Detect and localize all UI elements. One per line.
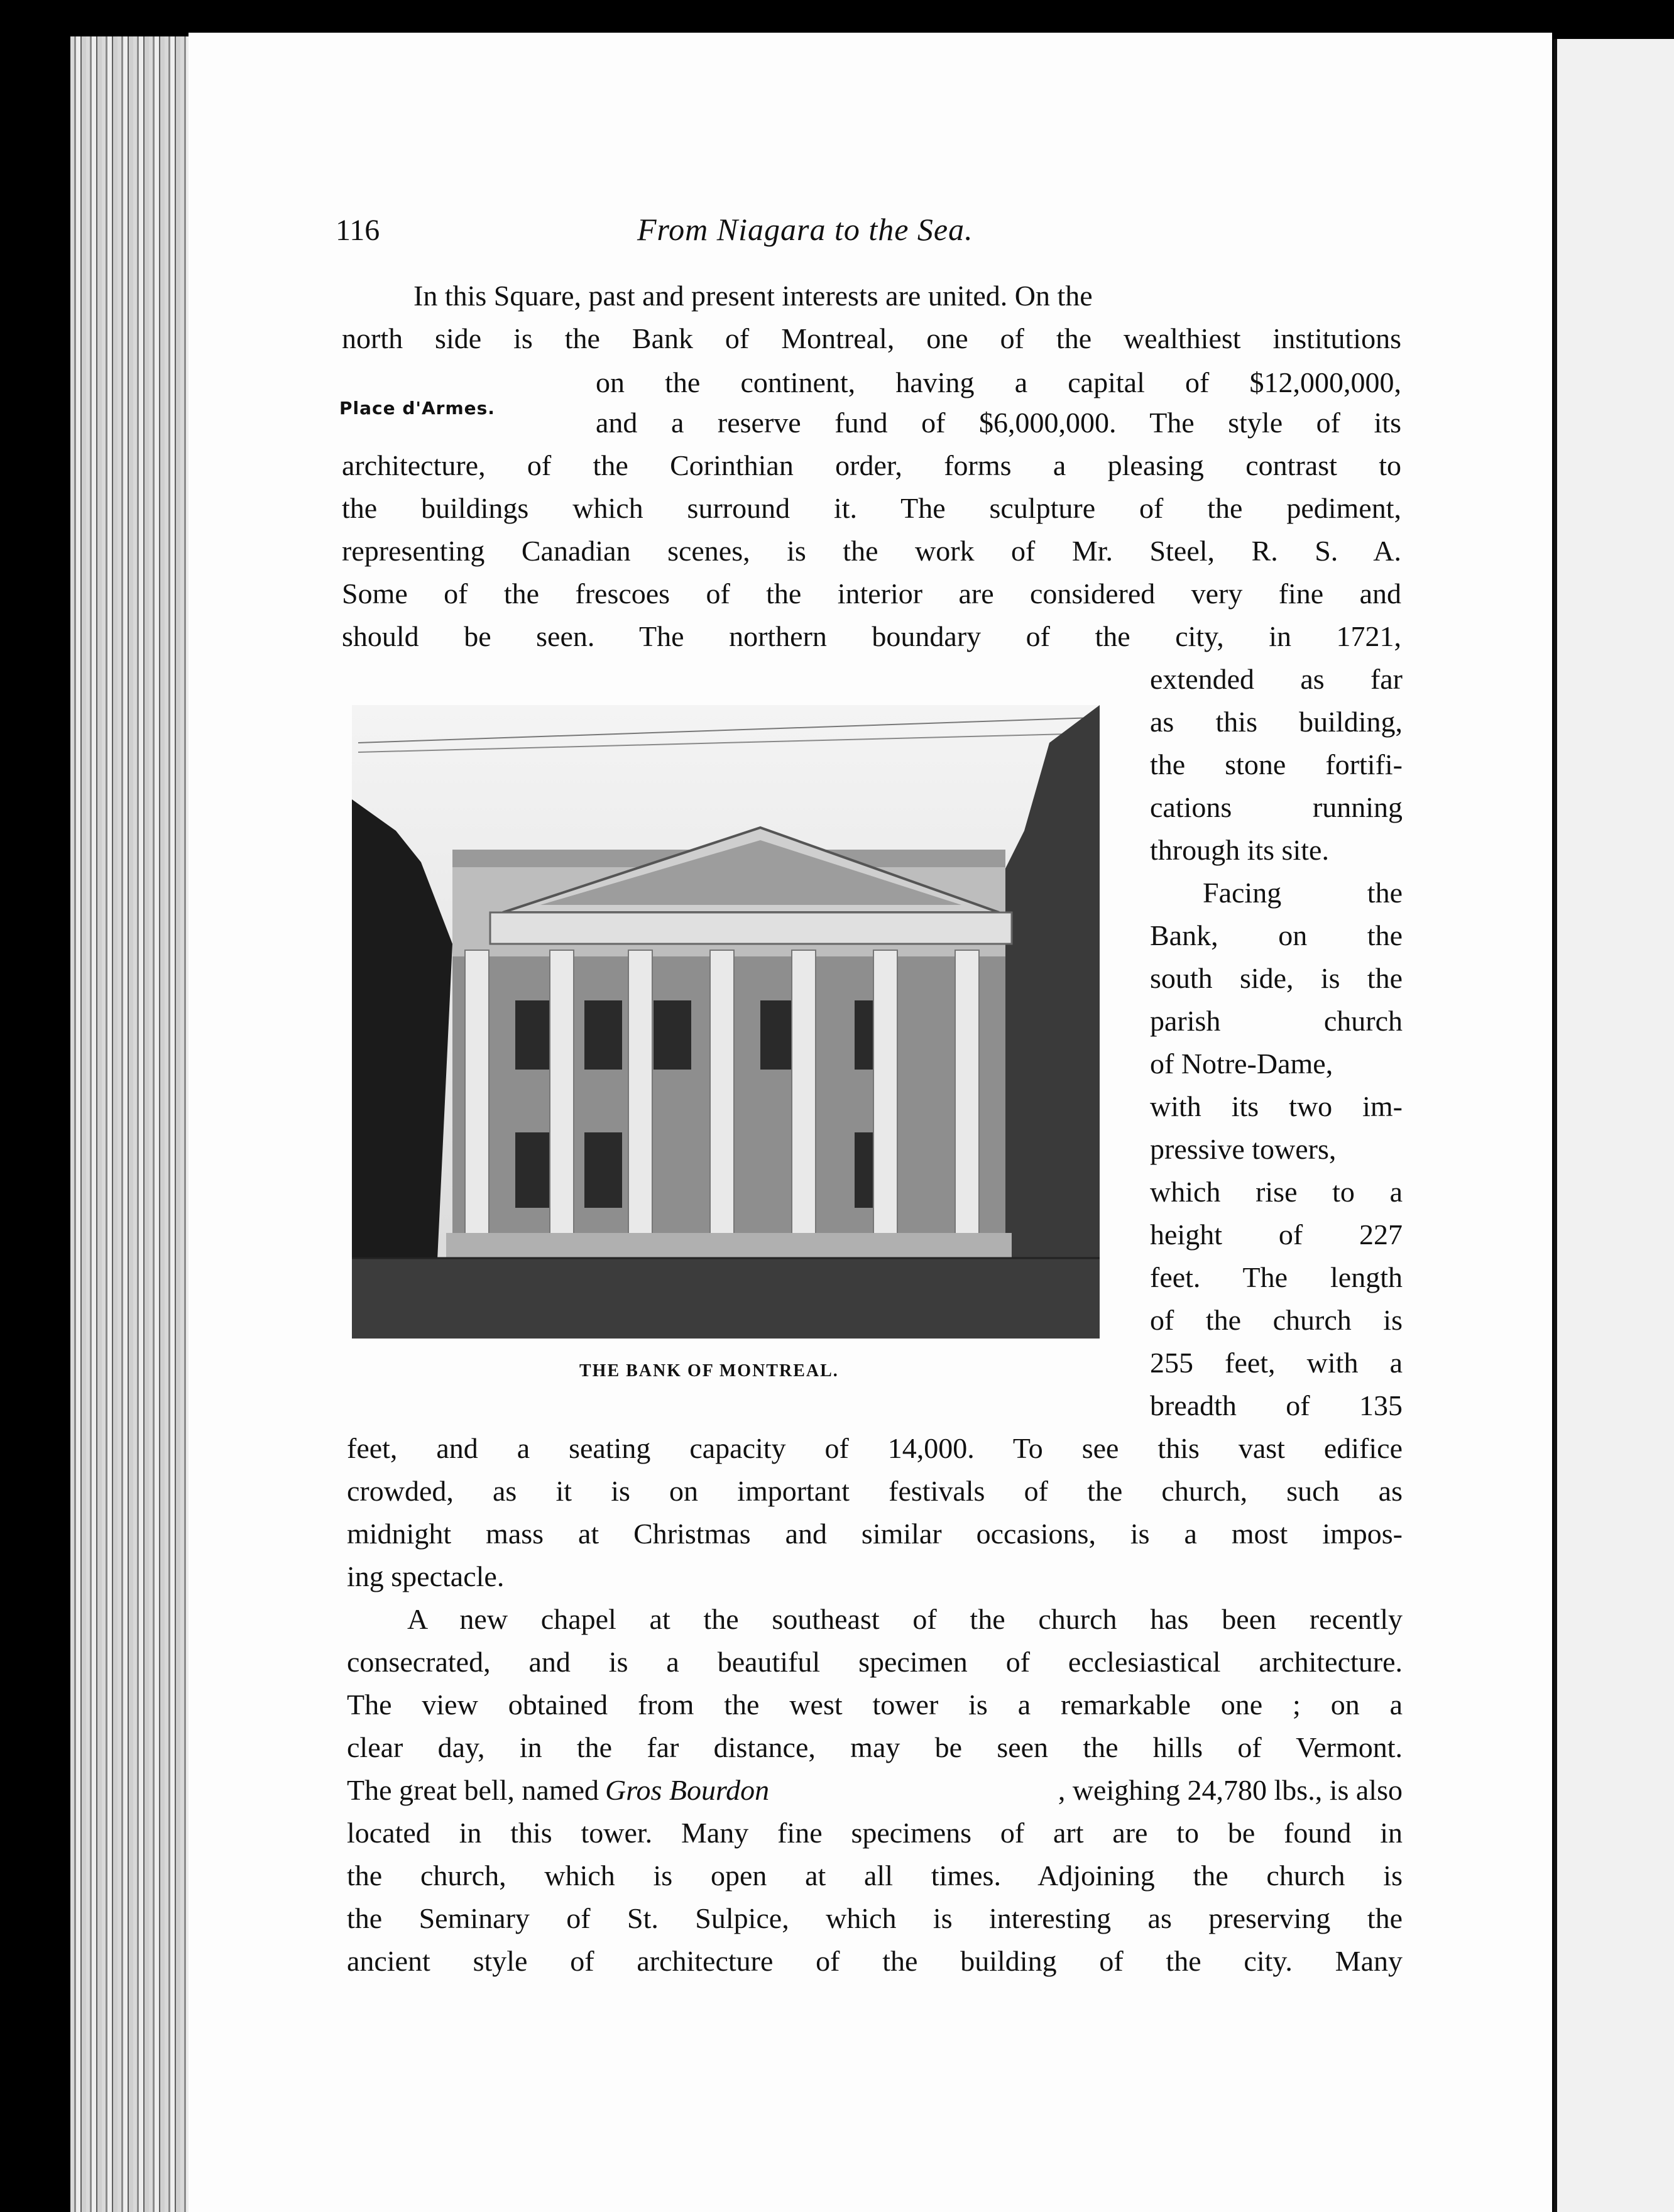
text-line: The view obtained from the west tower is a remarkable one ; on a	[347, 1689, 1403, 1721]
text-line: the buildings which surround it. The sculpture of the pediment,	[342, 492, 1401, 524]
text-run: , weighing 24,780 lbs., is also	[1058, 1774, 1403, 1806]
text-line: through its site.	[1150, 834, 1329, 866]
text-line: north side is the Bank of Montreal, one of the wealthiest institutions	[342, 322, 1401, 354]
text-line: Facing the	[1203, 877, 1403, 909]
text-line: of Notre-Dame,	[1150, 1048, 1333, 1080]
text-line: and a reserve fund of $6,000,000. The style of its	[596, 407, 1401, 439]
text-line: on the continent, having a capital of $12,000,000,	[596, 366, 1401, 398]
text-line: height of 227	[1150, 1218, 1403, 1251]
page-number: 116	[336, 214, 380, 247]
text-line: Some of the frescoes of the interior are considered very fine and	[342, 578, 1401, 610]
bank-of-montreal-photo	[352, 705, 1100, 1339]
stacked-page-edges	[70, 36, 190, 2212]
text-line: extended as far	[1150, 663, 1403, 695]
text-line: 255 feet, with a	[1150, 1347, 1403, 1379]
street	[352, 1258, 1100, 1339]
text-line	[347, 1776, 1403, 1805]
text-line: representing Canadian scenes, is the work of Mr. Steel, R. S. A.	[342, 535, 1401, 567]
text-line: A new chapel at the southeast of the church has been recently	[407, 1603, 1403, 1635]
text-line: ing spectacle.	[347, 1560, 505, 1592]
bell-name: Gros Bourdon	[605, 1774, 770, 1806]
text-line: with its two im-	[1150, 1090, 1403, 1122]
text-line: Bank, on the	[1150, 919, 1403, 951]
text-line: which rise to a	[1150, 1176, 1403, 1208]
text-line: midnight mass at Christmas and similar occasions, is a most impos-	[347, 1518, 1403, 1550]
running-head: From Niagara to the Sea.	[637, 212, 973, 247]
text-line: feet, and a seating capacity of 14,000. To see this vast edifice	[347, 1432, 1403, 1464]
bank-facade-illustration	[352, 705, 1100, 1339]
text-line: ancient style of architecture of the building of the city. Many	[347, 1945, 1403, 1977]
margin-note: Place d'Armes.	[339, 398, 495, 419]
text-line: parish church	[1150, 1005, 1403, 1037]
text-line: feet. The length	[1150, 1261, 1403, 1293]
text-line: In this Square, past and present interests are united. On the	[413, 280, 1093, 312]
entablature	[490, 912, 1012, 944]
steps	[446, 1233, 1012, 1258]
text-line: south side, is the	[1150, 962, 1403, 994]
text-line: located in this tower. Many fine specimens of art are to be found in	[347, 1817, 1403, 1849]
text-line: architecture, of the Corinthian order, forms a pleasing contrast to	[342, 449, 1401, 481]
text-line: pressive towers,	[1150, 1133, 1337, 1165]
text-run: The great bell, named	[347, 1774, 599, 1806]
text-line: clear day, in the far distance, may be seen the hills of Vermont.	[347, 1731, 1403, 1763]
text-line: breadth of 135	[1150, 1389, 1403, 1421]
text-line: of the church is	[1150, 1304, 1403, 1336]
facing-page-edge	[1553, 39, 1674, 2212]
text-line: consecrated, and is a beautiful specimen of ecclesiastical architecture.	[347, 1646, 1403, 1678]
figure-caption: THE BANK OF MONTREAL.	[579, 1361, 839, 1381]
text-line: the church, which is open at all times. Adjoining the church is	[347, 1859, 1403, 1892]
text-line: should be seen. The northern boundary of the city, in 1721,	[342, 620, 1401, 652]
text-line: the Seminary of St. Sulpice, which is interesting as preserving the	[347, 1902, 1403, 1934]
text-line: the stone fortifi-	[1150, 748, 1403, 780]
text-line: as this building,	[1150, 706, 1403, 738]
text-line: cations running	[1150, 791, 1403, 823]
text-line: crowded, as it is on important festivals of the church, such as	[347, 1475, 1403, 1507]
